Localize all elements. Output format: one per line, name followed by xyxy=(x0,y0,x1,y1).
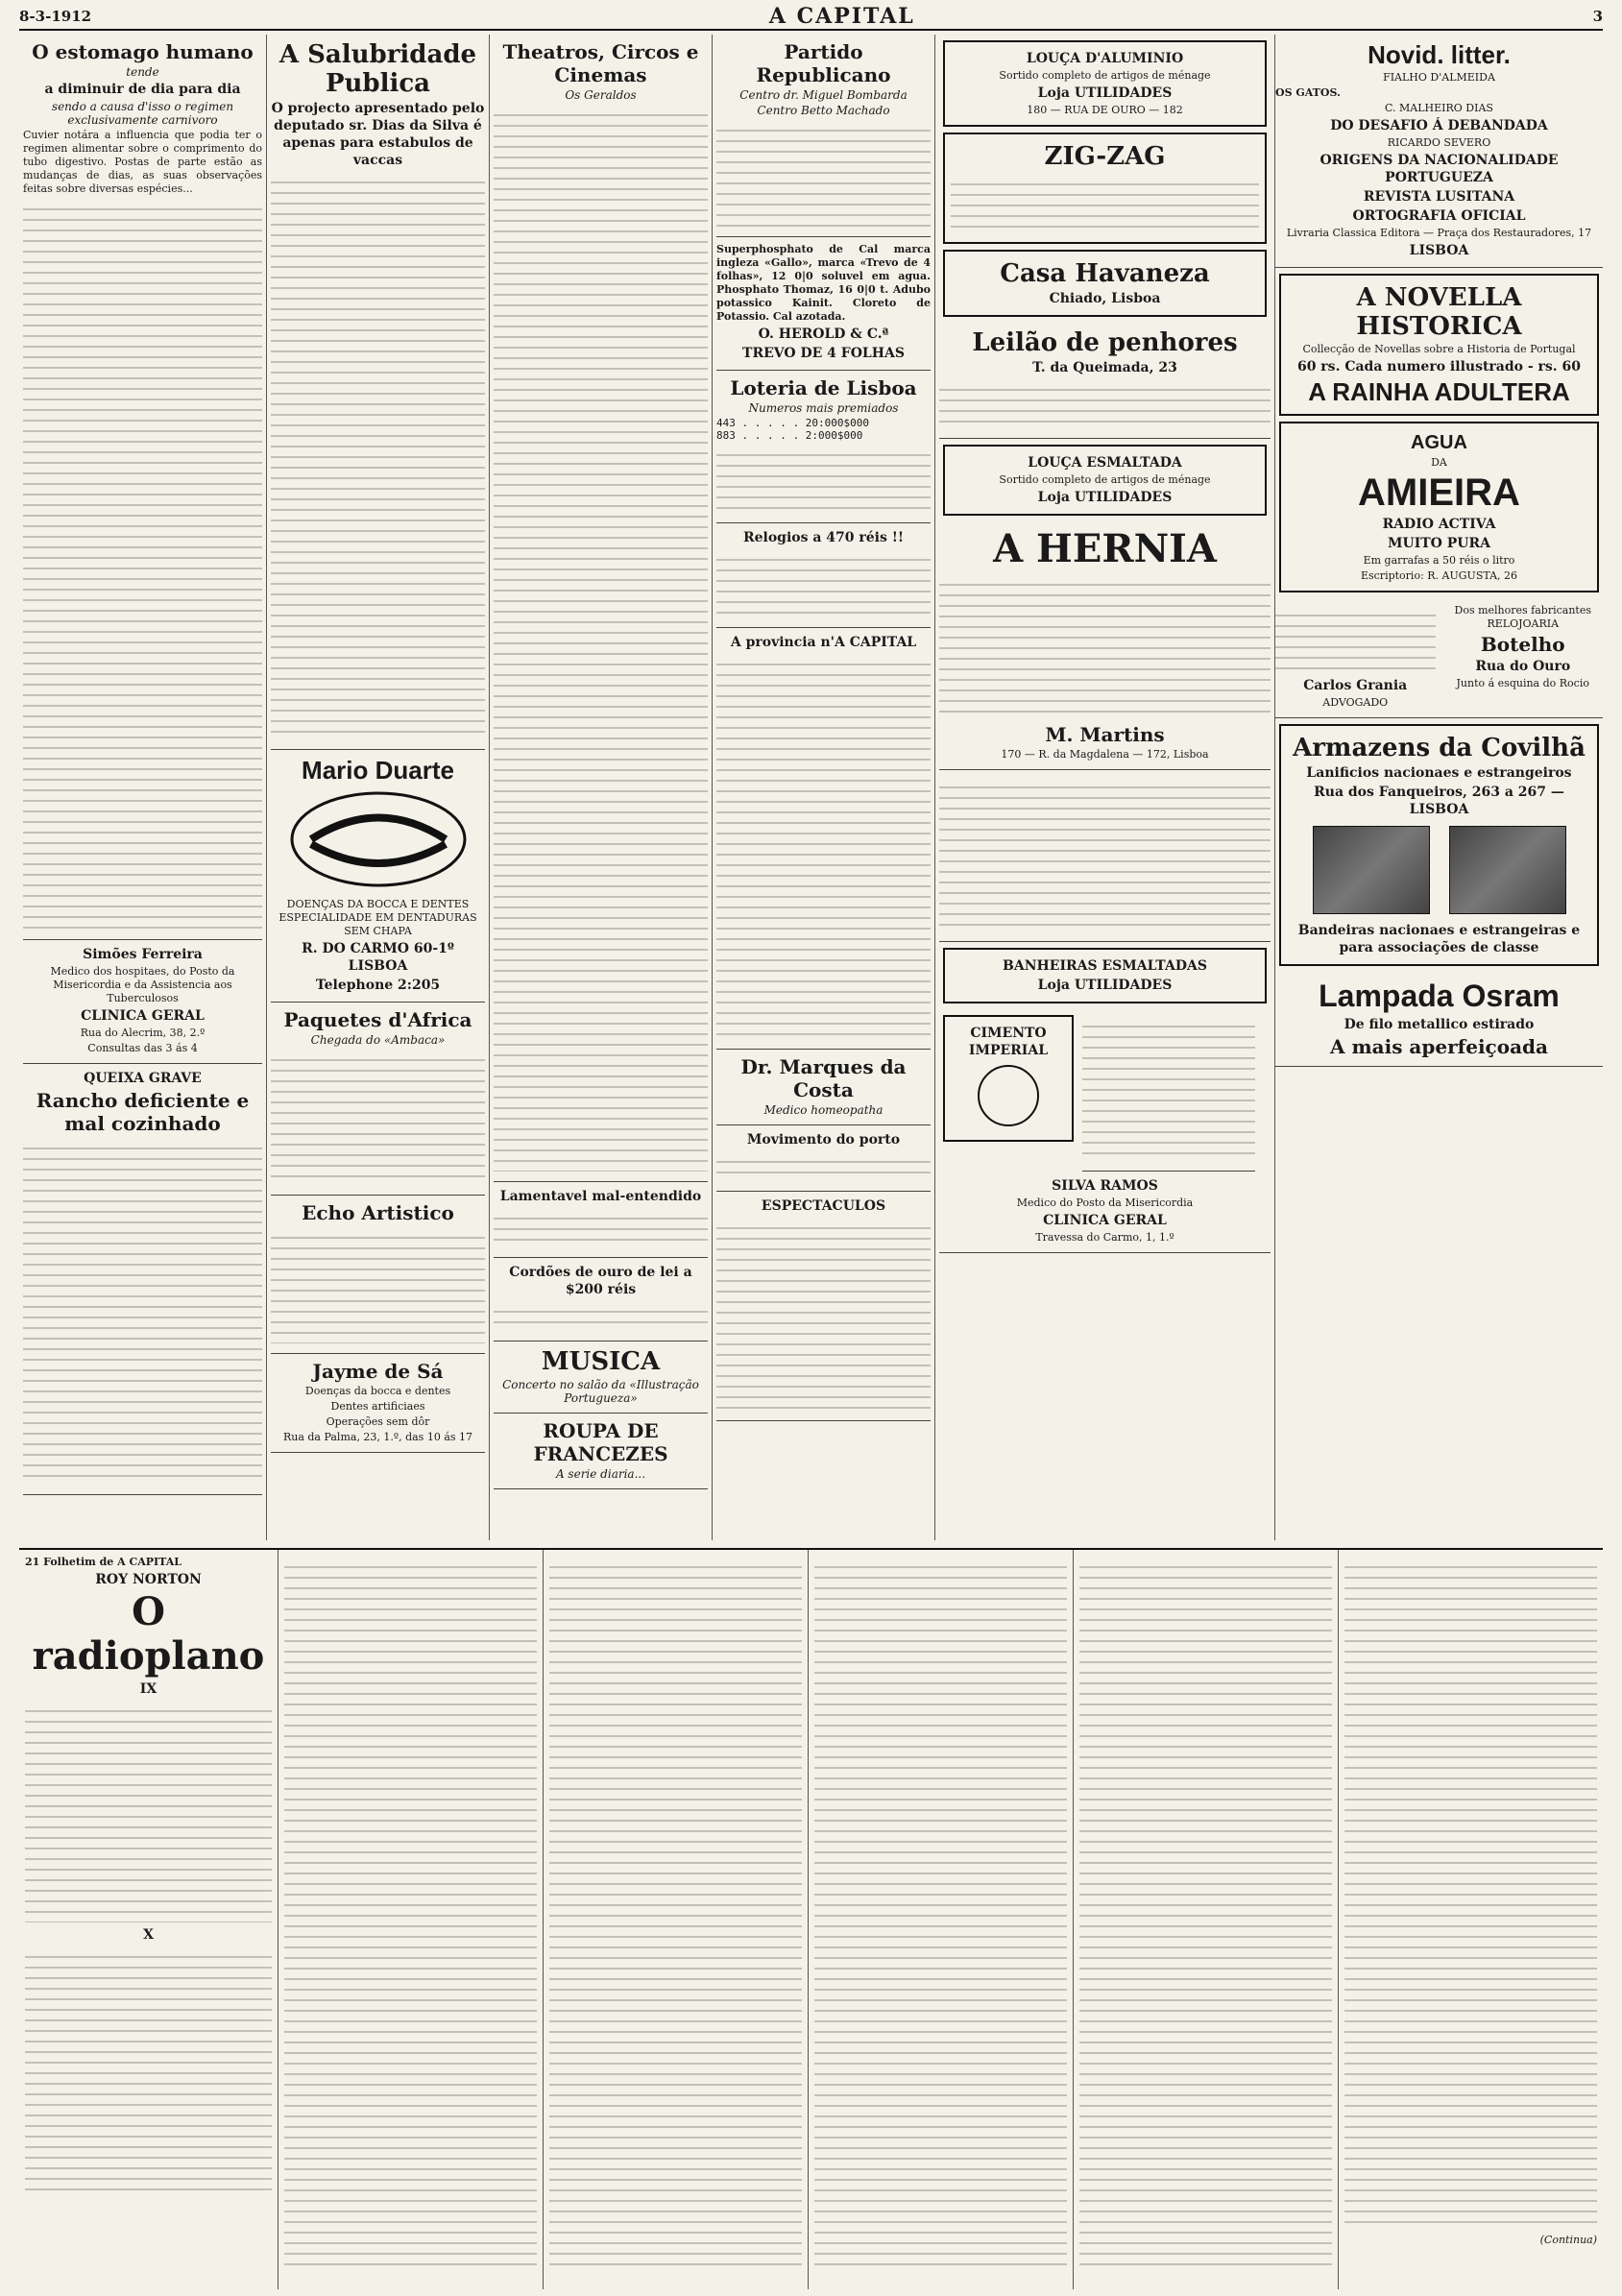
ad-title: CIMENTO IMPERIAL xyxy=(968,1026,1049,1058)
folhetim-body-lines xyxy=(284,1558,537,2268)
article-title: O estomago humano xyxy=(32,40,254,63)
column-4 xyxy=(713,35,935,1540)
ad-body-lines xyxy=(951,175,1259,232)
ad-hernia xyxy=(939,521,1271,770)
article-title: Partido Republicano xyxy=(756,40,891,86)
teeth-illustration xyxy=(282,786,474,892)
ad-name: Simões Ferreira xyxy=(83,947,203,962)
article-text: Cuvier notára a influencia que podia ter o regimen alimentar sobre o comprimento do tubo digestivo. Postas de parte estão as mudanças de dias, as suas observações feitas sobre diversas espécies... xyxy=(23,129,262,195)
folhetim-section xyxy=(19,1548,1603,2289)
ad-marques-costa xyxy=(716,1050,931,1125)
article-movimento xyxy=(716,1125,931,1192)
ad-address: 180 — RUA DE OURO — 182 xyxy=(1027,104,1183,116)
folhetim-title: O radioplano xyxy=(32,1589,265,1679)
article-theatros xyxy=(494,35,708,1182)
ad-title: BANHEIRAS ESMALTADAS xyxy=(1003,958,1207,974)
ad-title: SILVA RAMOS xyxy=(1052,1178,1158,1194)
folhetim-body-lines xyxy=(814,1558,1067,2268)
ad-botelho xyxy=(1443,602,1604,712)
article-subtitle-2: a diminuir de dia para dia xyxy=(44,82,241,97)
folhetim-col-4 xyxy=(809,1550,1074,2289)
article-subtitle: A serie diaria... xyxy=(555,1467,646,1481)
lottery-row: 883 . . . . . 2:000$000 xyxy=(716,429,863,442)
ad-title: Jayme de Sá xyxy=(312,1360,444,1383)
ad-line-1: Doenças da bocca e dentes xyxy=(304,1385,451,1397)
column-3 xyxy=(490,35,713,1540)
publisher-city: LISBOA xyxy=(1409,243,1469,258)
article-body-lines xyxy=(271,1051,485,1185)
folhetim-col-6 xyxy=(1339,1550,1603,2289)
author: FIALHO D'ALMEIDA xyxy=(1383,71,1495,84)
article-title: Movimento do porto xyxy=(746,1132,901,1148)
ad-armazens-covilha xyxy=(1279,724,1599,966)
article-body-lines xyxy=(271,1228,485,1343)
ad-novella-historica xyxy=(1279,274,1599,416)
article-paquetes xyxy=(271,1003,485,1196)
article-salubridade xyxy=(271,35,485,750)
ad-price: Em garrafas a 50 réis o litro xyxy=(1363,554,1515,567)
ad-subtitle: Medico homeopatha xyxy=(763,1103,884,1117)
ad-line: AGUA xyxy=(1411,432,1467,453)
article-partido xyxy=(716,35,931,237)
folhetim-body-lines xyxy=(1079,1558,1332,2268)
section-head: QUEIXA GRAVE xyxy=(84,1071,202,1086)
book-title: REVISTA LUSITANA xyxy=(1363,189,1515,205)
article-espectaculos xyxy=(716,1192,931,1421)
folhetim-col-3 xyxy=(544,1550,809,2289)
article-title: A Salubridade Publica xyxy=(278,40,477,98)
header-date: 8-3-1912 xyxy=(19,8,92,25)
article-title: MUSICA xyxy=(541,1347,661,1376)
book-title: DO DESAFIO Á DEBANDADA xyxy=(1330,118,1548,133)
book-title: ORTOGRAFIA OFICIAL xyxy=(1352,208,1526,224)
ad-title: Mario Duarte xyxy=(302,756,454,785)
ad-title: Novid. litter. xyxy=(1368,40,1511,69)
article-subtitle: Chegada do «Ambaca» xyxy=(310,1033,446,1047)
ad-mario-duarte xyxy=(271,750,485,1003)
article-subtitle: Os Geraldos xyxy=(565,88,637,102)
column-5 xyxy=(935,35,1275,1540)
ad-title: Casa Havaneza xyxy=(1000,259,1210,288)
cement-seal-icon xyxy=(978,1065,1039,1126)
article-body-lines xyxy=(716,121,931,227)
article-title: Rancho deficiente e mal cozinhado xyxy=(36,1089,250,1135)
header-title: A CAPITAL xyxy=(768,4,915,29)
ad-subtitle: Medico dos hospitaes, do Posto da Misericordia e da Assistencia aos Tuberculosos xyxy=(50,965,235,1004)
article-echo xyxy=(271,1196,485,1354)
ad-title: Dr. Marques da Costa xyxy=(740,1055,907,1101)
ad-name: M. Martins xyxy=(1045,723,1165,746)
ad-title: LOUÇA D'ALUMINIO xyxy=(1026,51,1184,66)
ad-body-lines xyxy=(1275,606,1436,673)
ad-subtitle: ADVOGADO xyxy=(1322,696,1389,709)
article-title: Lamentavel mal-entendido xyxy=(499,1189,702,1204)
article-title: Paquetes d'Africa xyxy=(283,1008,472,1031)
ad-line: RADIO ACTIVA xyxy=(1382,517,1496,532)
ad-trevo: TREVO DE 4 FOLHAS xyxy=(742,346,905,361)
flag-icon xyxy=(1449,826,1566,914)
article-estomago xyxy=(23,35,262,940)
ad-subtitle: Medico do Posto da Misericordia xyxy=(1016,1196,1194,1209)
ad-line: Junto á esquina do Rocio xyxy=(1456,677,1589,689)
ad-body-lines xyxy=(939,575,1271,719)
ad-line-2: Dentes artificiaes xyxy=(330,1400,425,1413)
ad-carlos-grania xyxy=(1275,602,1436,712)
article-title: Theatros, Circos e Cinemas xyxy=(502,40,699,86)
article-body-lines xyxy=(716,1219,931,1411)
author: RICARDO SEVERO xyxy=(1387,136,1491,149)
ad-line: DA xyxy=(1431,456,1447,469)
page-header xyxy=(19,4,1603,31)
ad-shop: Loja UTILIDADES xyxy=(1037,978,1173,993)
folhetim-col-2 xyxy=(278,1550,544,2289)
ad-subtitle-2: A mais aperfeiçoada xyxy=(1330,1035,1548,1058)
ad-title: Relogios a 470 réis !! xyxy=(742,530,905,545)
ad-cordoes xyxy=(494,1258,708,1341)
folhetim-tag: 21 Folhetim de A CAPITAL xyxy=(25,1556,182,1568)
ad-subtitle: Chiado, Lisboa xyxy=(1049,291,1161,306)
lottery-row: 443 . . . . . 20:000$000 xyxy=(716,417,869,429)
ad-louca-aluminio xyxy=(943,40,1267,127)
ad-company: O. HEROLD & C.ª xyxy=(758,326,889,342)
ad-address: R. DO CARMO 60-1º LISBOA xyxy=(302,941,454,974)
article-title: Echo Artistico xyxy=(302,1201,454,1224)
ad-simoes-ferreira xyxy=(23,940,262,1064)
article-lamentavel xyxy=(494,1182,708,1258)
ad-title: AMIEIRA xyxy=(1358,471,1520,514)
ad-subtitle: De filo metallico estirado xyxy=(1344,1017,1535,1032)
article-provincia xyxy=(716,628,931,1050)
ad-subtitle: T. da Queimada, 23 xyxy=(1032,360,1177,375)
article-title: A provincia n'A CAPITAL xyxy=(730,635,917,650)
article-title: ROUPA DE FRANCEZES xyxy=(533,1419,668,1465)
folhetim-body-lines xyxy=(25,1702,272,1922)
header-page: 3 xyxy=(1592,8,1603,25)
ad-line-3: Operações sem dôr xyxy=(326,1415,430,1428)
ad-title: A HERNIA xyxy=(993,526,1217,571)
article-lead: O projecto apresentado pelo deputado sr. Dias da Silva é apenas para estabulos de vaccas xyxy=(271,101,485,168)
ad-subtitle: Numeros mais premiados xyxy=(748,401,899,415)
article-lead: sendo a causa d'isso o regimen exclusivamente carnivoro xyxy=(51,100,234,127)
ad-line: MUITO PURA xyxy=(1388,536,1490,551)
ad-price: 60 rs. Cada numero illustrado - rs. 60 xyxy=(1296,359,1582,375)
article-subtitle-2: Centro Betto Machado xyxy=(757,104,890,117)
ad-banheiras xyxy=(943,948,1267,1003)
ad-subtitle: Sortido completo de artigos de ménage xyxy=(999,69,1211,82)
ad-body-lines xyxy=(716,550,931,617)
ad-livraria xyxy=(1275,35,1603,268)
ad-osram xyxy=(1275,972,1603,1067)
ad-silva-ramos xyxy=(939,1172,1271,1253)
ad-leilao xyxy=(939,323,1271,439)
article-subtitle: Concerto no salão da «Illustração Portugueza» xyxy=(502,1378,699,1405)
flag-icon xyxy=(1313,826,1430,914)
ad-line: Dos melhores fabricantes RELOJOARIA xyxy=(1454,604,1591,630)
folhetim-col-5 xyxy=(1074,1550,1339,2289)
ad-zigzag xyxy=(943,133,1267,244)
article-body-lines xyxy=(716,1152,931,1181)
ad-agua-amieira xyxy=(1279,422,1599,592)
article-musica xyxy=(494,1341,708,1414)
column-1 xyxy=(19,35,267,1540)
ad-jayme-de-sa xyxy=(271,1354,485,1453)
ad-title: A NOVELLA HISTORICA xyxy=(1356,283,1522,341)
ad-address: 170 — R. da Magdalena — 172, Lisboa xyxy=(1001,748,1209,761)
ad-title: Carlos Grania xyxy=(1303,678,1408,693)
article-roupa xyxy=(494,1414,708,1489)
ad-subtitle: Collecção de Novellas sobre a Historia de Portugal xyxy=(1302,343,1576,355)
article-body-lines xyxy=(494,1209,708,1247)
article-subtitle: Centro dr. Miguel Bombarda xyxy=(739,88,908,102)
ad-column xyxy=(1275,35,1603,1540)
article-body-lines xyxy=(494,106,708,1172)
ad-louca-esmaltada xyxy=(943,445,1267,516)
ad-address: Rua da Palma, 23, 1.º, das 10 ás 17 xyxy=(282,1431,473,1443)
ad-title: Lampada Osram xyxy=(1319,979,1560,1013)
ad-line: Rua do Ouro xyxy=(1475,659,1571,674)
article-body-lines xyxy=(23,200,262,930)
ad-address: Escriptorio: R. AUGUSTA, 26 xyxy=(1360,569,1518,582)
ad-title: Loteria de Lisboa xyxy=(730,376,917,399)
ad-title: Cordões de ouro de lei a $200 réis xyxy=(509,1265,692,1297)
lottery-table-lines xyxy=(716,446,931,513)
ad-shop: Loja UTILIDADES xyxy=(1037,490,1173,505)
ad-address: Travessa do Carmo, 1, 1.º xyxy=(1035,1231,1174,1244)
book-title: OS GATOS. xyxy=(1275,86,1341,99)
ad-body-lines xyxy=(939,380,1271,428)
folhetim-body-lines xyxy=(25,1947,272,2197)
folhetim-chapter: X xyxy=(143,1927,154,1943)
folhetim-body-lines xyxy=(1344,1558,1597,2230)
ad-loteria xyxy=(716,371,931,523)
ad-title: LOUÇA ESMALTADA xyxy=(1028,455,1182,471)
ad-hours: Consultas das 3 ás 4 xyxy=(87,1042,198,1054)
ad-relojoaria-row xyxy=(1275,598,1603,718)
folhetim-chapter: IX xyxy=(139,1681,157,1697)
article-body-lines xyxy=(23,1139,262,1485)
author: C. MALHEIRO DIAS xyxy=(1385,102,1493,114)
article-extra xyxy=(939,770,1271,942)
ad-footer: Bandeiras nacionaes e estrangeiras e para associações de classe xyxy=(1297,923,1581,955)
article-side xyxy=(1082,1009,1255,1172)
publisher: Livraria Classica Editora — Praça dos Restauradores, 17 xyxy=(1286,227,1592,239)
article-body-lines xyxy=(271,173,485,739)
article-body-lines xyxy=(1082,1017,1255,1161)
book-title: ORIGENS DA NACIONALIDADE PORTUGUEZA xyxy=(1319,153,1559,185)
ad-adubos xyxy=(716,237,931,371)
ad-subtitle: DOENÇAS DA BOCCA E DENTES ESPECIALIDADE EM DENTADURAS SEM CHAPA xyxy=(278,898,477,937)
ad-address: Rua dos Fanqueiros, 263 a 267 — LISBOA xyxy=(1314,785,1564,817)
flags-illustration xyxy=(1287,826,1591,914)
column-2 xyxy=(267,35,490,1540)
article-body-lines xyxy=(939,778,1271,931)
ad-address: Rua do Alecrim, 38, 2.º xyxy=(80,1027,206,1039)
ad-title: Armazens da Covilhã xyxy=(1293,734,1586,762)
folhetim-col-1 xyxy=(19,1550,278,2289)
ad-subtitle: Lanificios nacionaes e estrangeiros xyxy=(1306,765,1572,781)
folhetim-author: ROY NORTON xyxy=(95,1572,202,1587)
ad-phone: Telephone 2:205 xyxy=(315,978,441,993)
ad-title: Botelho xyxy=(1480,633,1565,656)
ad-relogios xyxy=(716,523,931,628)
folhetim-continua: (Continua) xyxy=(1539,2234,1597,2246)
article-title: ESPECTACULOS xyxy=(761,1198,886,1214)
ad-havaneza xyxy=(943,250,1267,317)
article-body-lines xyxy=(716,655,931,1039)
ad-text: Superphosphato de Cal marca ingleza «Gallo», marca «Trevo de 4 folhas», 12 0|0 soluvel em agua. Phosphato Thomaz, 16 0|0 t. Adubo potassico Kainit. Cloreto de Potassio. Cal azotada. xyxy=(716,243,931,323)
ad-title: Leilão de penhores xyxy=(972,328,1238,357)
ad-clinic: CLINICA GERAL xyxy=(81,1008,205,1024)
folhetim-body-lines xyxy=(549,1558,802,2268)
ad-clinic: CLINICA GERAL xyxy=(1043,1213,1167,1228)
article-queixa xyxy=(23,1064,262,1495)
ad-body-lines xyxy=(494,1302,708,1331)
ad-shop: Loja UTILIDADES xyxy=(1037,85,1173,101)
article-subtitle: tende xyxy=(126,65,159,79)
ad-book: A RAINHA ADULTERA xyxy=(1308,377,1570,406)
ad-cimento-imperial xyxy=(943,1015,1074,1142)
ad-subtitle: Sortido completo de artigos de ménage xyxy=(999,473,1211,486)
ad-title: ZIG-ZAG xyxy=(1044,142,1166,171)
